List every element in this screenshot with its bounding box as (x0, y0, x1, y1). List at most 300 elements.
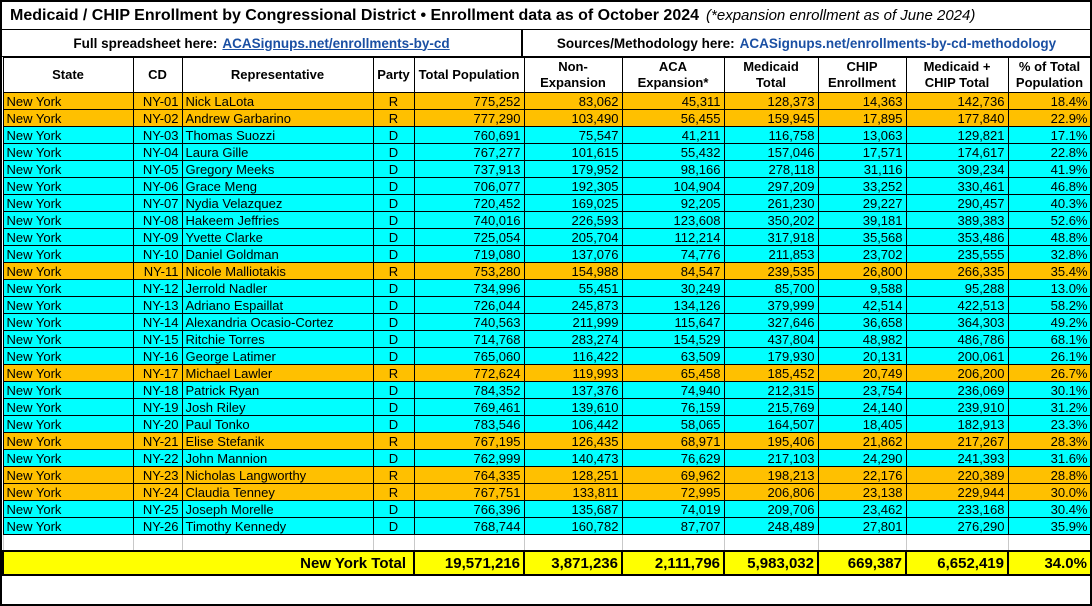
cell-aca-expansion: 76,629 (622, 450, 724, 467)
cell-aca-expansion: 92,205 (622, 195, 724, 212)
cell-chip-enrollment: 9,588 (818, 280, 906, 297)
cell-cd: NY-18 (133, 382, 182, 399)
cell-state: New York (3, 263, 133, 280)
cell-aca-expansion: 30,249 (622, 280, 724, 297)
total-medicaid: 5,983,032 (724, 551, 818, 575)
cell-chip-enrollment: 21,862 (818, 433, 906, 450)
table-row (3, 331, 1091, 348)
cell-state: New York (3, 314, 133, 331)
cell-cd: NY-22 (133, 450, 182, 467)
cell-chip-enrollment: 33,252 (818, 178, 906, 195)
cell-party: D (373, 450, 414, 467)
cell-medicaid-total: 164,507 (724, 416, 818, 433)
cell-medicaid-total: 211,853 (724, 246, 818, 263)
cell-representative: Michael Lawler (182, 365, 373, 382)
cell-pct-of-total: 52.6% (1008, 212, 1091, 229)
cell-state: New York (3, 246, 133, 263)
cell-state: New York (3, 382, 133, 399)
table-row (3, 280, 1091, 297)
cell-medicaid-total: 278,118 (724, 161, 818, 178)
cell-aca-expansion: 69,962 (622, 467, 724, 484)
cell-representative: Alexandria Ocasio-Cortez (182, 314, 373, 331)
cell-medicaid-chip-total: 177,840 (906, 110, 1008, 127)
cell-chip-enrollment: 42,514 (818, 297, 906, 314)
cell-chip-enrollment: 17,571 (818, 144, 906, 161)
cell-chip-enrollment: 17,895 (818, 110, 906, 127)
cell-chip-enrollment: 22,176 (818, 467, 906, 484)
total-row (3, 551, 1091, 575)
total-aca-expansion: 2,111,796 (622, 551, 724, 575)
table-row (3, 144, 1091, 161)
cell-total-population: 784,352 (414, 382, 524, 399)
cell-chip-enrollment: 24,290 (818, 450, 906, 467)
cell-medicaid-total: 379,999 (724, 297, 818, 314)
cell-cd: NY-03 (133, 127, 182, 144)
cell-party: R (373, 110, 414, 127)
methodology-link-cell (523, 30, 1090, 56)
cell-non-expansion: 139,610 (524, 399, 622, 416)
spreadsheet-link[interactable]: ACASignups.net/enrollments-by-cd (222, 35, 450, 51)
cell-pct-of-total: 32.8% (1008, 246, 1091, 263)
cell-cd: NY-10 (133, 246, 182, 263)
cell-cd: NY-21 (133, 433, 182, 450)
cell-total-population: 719,080 (414, 246, 524, 263)
cell-pct-of-total: 58.2% (1008, 297, 1091, 314)
cell-non-expansion: 226,593 (524, 212, 622, 229)
total-population-total: 19,571,216 (414, 551, 524, 575)
cell-medicaid-total: 297,209 (724, 178, 818, 195)
cell-chip-enrollment: 27,801 (818, 518, 906, 535)
cell-medicaid-chip-total: 290,457 (906, 195, 1008, 212)
col-header-non-expansion: Non-Expansion (524, 58, 622, 93)
cell-chip-enrollment: 23,754 (818, 382, 906, 399)
cell-party: R (373, 263, 414, 280)
cell-cd: NY-11 (133, 263, 182, 280)
cell-total-population: 737,913 (414, 161, 524, 178)
cell-medicaid-chip-total: 353,486 (906, 229, 1008, 246)
cell-representative: Yvette Clarke (182, 229, 373, 246)
cell-aca-expansion: 87,707 (622, 518, 724, 535)
cell-medicaid-chip-total: 266,335 (906, 263, 1008, 280)
cell-pct-of-total: 26.1% (1008, 348, 1091, 365)
cell-medicaid-chip-total: 330,461 (906, 178, 1008, 195)
cell-medicaid-total: 116,758 (724, 127, 818, 144)
cell-aca-expansion: 104,904 (622, 178, 724, 195)
table-row (3, 297, 1091, 314)
col-header-medicaid-total: Medicaid Total (724, 58, 818, 93)
cell-medicaid-chip-total: 486,786 (906, 331, 1008, 348)
cell-party: D (373, 382, 414, 399)
cell-cd: NY-16 (133, 348, 182, 365)
cell-medicaid-chip-total: 142,736 (906, 93, 1008, 110)
cell-state: New York (3, 467, 133, 484)
cell-medicaid-chip-total: 276,290 (906, 518, 1008, 535)
cell-cd: NY-26 (133, 518, 182, 535)
spreadsheet-link-cell (2, 30, 523, 56)
cell-non-expansion: 119,993 (524, 365, 622, 382)
cell-medicaid-chip-total: 364,303 (906, 314, 1008, 331)
col-header-cd: CD (133, 58, 182, 93)
cell-representative: Josh Riley (182, 399, 373, 416)
cell-party: D (373, 331, 414, 348)
cell-party: D (373, 280, 414, 297)
cell-total-population: 760,691 (414, 127, 524, 144)
cell-medicaid-total: 317,918 (724, 229, 818, 246)
cell-non-expansion: 283,274 (524, 331, 622, 348)
cell-representative: Nicole Malliotakis (182, 263, 373, 280)
cell-party: R (373, 365, 414, 382)
cell-chip-enrollment: 31,116 (818, 161, 906, 178)
table-body (3, 93, 1091, 535)
cell-pct-of-total: 68.1% (1008, 331, 1091, 348)
cell-aca-expansion: 74,019 (622, 501, 724, 518)
cell-cd: NY-25 (133, 501, 182, 518)
cell-total-population: 753,280 (414, 263, 524, 280)
cell-total-population: 772,624 (414, 365, 524, 382)
cell-pct-of-total: 48.8% (1008, 229, 1091, 246)
cell-aca-expansion: 68,971 (622, 433, 724, 450)
cell-aca-expansion: 123,608 (622, 212, 724, 229)
cell-non-expansion: 169,025 (524, 195, 622, 212)
cell-total-population: 740,016 (414, 212, 524, 229)
cell-medicaid-total: 437,804 (724, 331, 818, 348)
cell-chip-enrollment: 18,405 (818, 416, 906, 433)
cell-cd: NY-13 (133, 297, 182, 314)
cell-representative: George Latimer (182, 348, 373, 365)
cell-pct-of-total: 23.3% (1008, 416, 1091, 433)
cell-chip-enrollment: 20,131 (818, 348, 906, 365)
cell-non-expansion: 179,952 (524, 161, 622, 178)
cell-non-expansion: 154,988 (524, 263, 622, 280)
cell-aca-expansion: 98,166 (622, 161, 724, 178)
cell-party: R (373, 467, 414, 484)
cell-total-population: 720,452 (414, 195, 524, 212)
cell-medicaid-total: 159,945 (724, 110, 818, 127)
total-medicaid-chip: 6,652,419 (906, 551, 1008, 575)
cell-medicaid-total: 157,046 (724, 144, 818, 161)
cell-medicaid-total: 248,489 (724, 518, 818, 535)
cell-cd: NY-07 (133, 195, 182, 212)
cell-medicaid-chip-total: 309,234 (906, 161, 1008, 178)
cell-medicaid-total: 217,103 (724, 450, 818, 467)
cell-medicaid-total: 350,202 (724, 212, 818, 229)
cell-non-expansion: 126,435 (524, 433, 622, 450)
cell-non-expansion: 101,615 (524, 144, 622, 161)
cell-pct-of-total: 35.4% (1008, 263, 1091, 280)
cell-aca-expansion: 65,458 (622, 365, 724, 382)
cell-non-expansion: 137,376 (524, 382, 622, 399)
table-row (3, 518, 1091, 535)
cell-pct-of-total: 28.8% (1008, 467, 1091, 484)
cell-aca-expansion: 74,776 (622, 246, 724, 263)
cell-state: New York (3, 297, 133, 314)
cell-medicaid-chip-total: 217,267 (906, 433, 1008, 450)
col-header-medicaid-chip-total: Medicaid + CHIP Total (906, 58, 1008, 93)
cell-representative: Nydia Velazquez (182, 195, 373, 212)
cell-representative: Andrew Garbarino (182, 110, 373, 127)
cell-party: D (373, 297, 414, 314)
cell-total-population: 775,252 (414, 93, 524, 110)
cell-medicaid-total: 85,700 (724, 280, 818, 297)
cell-pct-of-total: 30.4% (1008, 501, 1091, 518)
col-header-pct-of-total: % of Total Population (1008, 58, 1091, 93)
cell-aca-expansion: 112,214 (622, 229, 724, 246)
table-row (3, 195, 1091, 212)
cell-medicaid-chip-total: 95,288 (906, 280, 1008, 297)
cell-medicaid-chip-total: 200,061 (906, 348, 1008, 365)
cell-representative: Elise Stefanik (182, 433, 373, 450)
methodology-link-label: Sources/Methodology here: (556, 35, 735, 51)
cell-non-expansion: 133,811 (524, 484, 622, 501)
cell-total-population: 768,744 (414, 518, 524, 535)
table-row (3, 110, 1091, 127)
table-row (3, 416, 1091, 433)
cell-representative: Laura Gille (182, 144, 373, 161)
cell-total-population: 762,999 (414, 450, 524, 467)
cell-party: R (373, 433, 414, 450)
cell-pct-of-total: 18.4% (1008, 93, 1091, 110)
cell-medicaid-chip-total: 182,913 (906, 416, 1008, 433)
cell-representative: Jerrold Nadler (182, 280, 373, 297)
cell-state: New York (3, 178, 133, 195)
cell-state: New York (3, 110, 133, 127)
cell-total-population: 767,751 (414, 484, 524, 501)
col-header-representative: Representative (182, 58, 373, 93)
cell-state: New York (3, 195, 133, 212)
cell-non-expansion: 211,999 (524, 314, 622, 331)
cell-representative: Joseph Morelle (182, 501, 373, 518)
cell-representative: Nick LaLota (182, 93, 373, 110)
cell-total-population: 734,996 (414, 280, 524, 297)
cell-pct-of-total: 46.8% (1008, 178, 1091, 195)
cell-state: New York (3, 144, 133, 161)
cell-party: R (373, 93, 414, 110)
cell-chip-enrollment: 20,749 (818, 365, 906, 382)
cell-representative: Ritchie Torres (182, 331, 373, 348)
cell-chip-enrollment: 24,140 (818, 399, 906, 416)
cell-party: D (373, 314, 414, 331)
table-row (3, 467, 1091, 484)
cell-party: D (373, 246, 414, 263)
cell-party: D (373, 518, 414, 535)
cell-cd: NY-05 (133, 161, 182, 178)
cell-pct-of-total: 41.9% (1008, 161, 1091, 178)
cell-representative: Timothy Kennedy (182, 518, 373, 535)
methodology-link[interactable]: ACASignups.net/enrollments-by-cd-methodology (739, 35, 1057, 51)
cell-chip-enrollment: 36,658 (818, 314, 906, 331)
cell-total-population: 777,290 (414, 110, 524, 127)
cell-medicaid-chip-total: 235,555 (906, 246, 1008, 263)
cell-state: New York (3, 229, 133, 246)
cell-state: New York (3, 484, 133, 501)
cell-medicaid-chip-total: 236,069 (906, 382, 1008, 399)
header-row (3, 58, 1091, 93)
cell-representative: Claudia Tenney (182, 484, 373, 501)
cell-medicaid-chip-total: 239,910 (906, 399, 1008, 416)
cell-pct-of-total: 26.7% (1008, 365, 1091, 382)
table-row (3, 161, 1091, 178)
cell-pct-of-total: 31.6% (1008, 450, 1091, 467)
cell-party: D (373, 229, 414, 246)
cell-aca-expansion: 56,455 (622, 110, 724, 127)
cell-party: D (373, 501, 414, 518)
cell-medicaid-total: 215,769 (724, 399, 818, 416)
cell-aca-expansion: 58,065 (622, 416, 724, 433)
enrollment-table (2, 57, 1092, 576)
cell-non-expansion: 135,687 (524, 501, 622, 518)
table-row (3, 246, 1091, 263)
cell-chip-enrollment: 29,227 (818, 195, 906, 212)
cell-cd: NY-12 (133, 280, 182, 297)
cell-chip-enrollment: 23,702 (818, 246, 906, 263)
table-row (3, 212, 1091, 229)
table-row (3, 263, 1091, 280)
cell-total-population: 740,563 (414, 314, 524, 331)
table-row (3, 365, 1091, 382)
cell-medicaid-total: 212,315 (724, 382, 818, 399)
cell-cd: NY-14 (133, 314, 182, 331)
spacer-row (3, 535, 1091, 552)
cell-party: R (373, 484, 414, 501)
links-bar (2, 30, 1090, 57)
cell-aca-expansion: 55,432 (622, 144, 724, 161)
cell-cd: NY-09 (133, 229, 182, 246)
title-bar (2, 2, 1090, 30)
cell-party: D (373, 161, 414, 178)
table-row (3, 178, 1091, 195)
cell-cd: NY-04 (133, 144, 182, 161)
table-row (3, 450, 1091, 467)
cell-representative: Nicholas Langworthy (182, 467, 373, 484)
cell-non-expansion: 140,473 (524, 450, 622, 467)
cell-aca-expansion: 63,509 (622, 348, 724, 365)
cell-representative: Hakeem Jeffries (182, 212, 373, 229)
cell-representative: Paul Tonko (182, 416, 373, 433)
cell-aca-expansion: 154,529 (622, 331, 724, 348)
cell-state: New York (3, 348, 133, 365)
table-row (3, 382, 1091, 399)
cell-medicaid-chip-total: 233,168 (906, 501, 1008, 518)
cell-chip-enrollment: 48,982 (818, 331, 906, 348)
cell-total-population: 764,335 (414, 467, 524, 484)
cell-aca-expansion: 74,940 (622, 382, 724, 399)
cell-non-expansion: 116,422 (524, 348, 622, 365)
cell-non-expansion: 55,451 (524, 280, 622, 297)
cell-cd: NY-02 (133, 110, 182, 127)
cell-cd: NY-20 (133, 416, 182, 433)
cell-medicaid-total: 195,406 (724, 433, 818, 450)
cell-medicaid-chip-total: 422,513 (906, 297, 1008, 314)
cell-party: D (373, 212, 414, 229)
cell-chip-enrollment: 35,568 (818, 229, 906, 246)
cell-pct-of-total: 22.9% (1008, 110, 1091, 127)
cell-state: New York (3, 212, 133, 229)
cell-pct-of-total: 31.2% (1008, 399, 1091, 416)
cell-pct-of-total: 28.3% (1008, 433, 1091, 450)
cell-state: New York (3, 365, 133, 382)
table-row (3, 93, 1091, 110)
cell-pct-of-total: 49.2% (1008, 314, 1091, 331)
cell-medicaid-total: 206,806 (724, 484, 818, 501)
col-header-chip-enrollment: CHIP Enrollment (818, 58, 906, 93)
cell-party: D (373, 348, 414, 365)
cell-medicaid-total: 209,706 (724, 501, 818, 518)
cell-state: New York (3, 93, 133, 110)
cell-total-population: 783,546 (414, 416, 524, 433)
cell-representative: Thomas Suozzi (182, 127, 373, 144)
table-row (3, 127, 1091, 144)
cell-non-expansion: 83,062 (524, 93, 622, 110)
cell-pct-of-total: 35.9% (1008, 518, 1091, 535)
table-row (3, 399, 1091, 416)
cell-medicaid-total: 179,930 (724, 348, 818, 365)
cell-non-expansion: 137,076 (524, 246, 622, 263)
total-row-label: New York Total (3, 551, 414, 575)
cell-non-expansion: 160,782 (524, 518, 622, 535)
cell-medicaid-total: 261,230 (724, 195, 818, 212)
cell-total-population: 714,768 (414, 331, 524, 348)
cell-aca-expansion: 134,126 (622, 297, 724, 314)
spreadsheet-link-label: Full spreadsheet here: (73, 35, 218, 51)
cell-state: New York (3, 331, 133, 348)
cell-pct-of-total: 13.0% (1008, 280, 1091, 297)
cell-state: New York (3, 518, 133, 535)
cell-non-expansion: 205,704 (524, 229, 622, 246)
cell-party: D (373, 399, 414, 416)
cell-cd: NY-19 (133, 399, 182, 416)
cell-representative: Adriano Espaillat (182, 297, 373, 314)
table-row (3, 348, 1091, 365)
cell-total-population: 769,461 (414, 399, 524, 416)
col-header-total-population: Total Population (414, 58, 524, 93)
cell-party: D (373, 127, 414, 144)
table-row (3, 433, 1091, 450)
cell-party: D (373, 416, 414, 433)
cell-chip-enrollment: 23,462 (818, 501, 906, 518)
cell-medicaid-total: 327,646 (724, 314, 818, 331)
cell-state: New York (3, 127, 133, 144)
total-pct: 34.0% (1008, 551, 1091, 575)
cell-state: New York (3, 501, 133, 518)
cell-total-population: 765,060 (414, 348, 524, 365)
col-header-aca-expansion: ACA Expansion* (622, 58, 724, 93)
cell-medicaid-chip-total: 206,200 (906, 365, 1008, 382)
cell-non-expansion: 106,442 (524, 416, 622, 433)
cell-total-population: 767,195 (414, 433, 524, 450)
cell-chip-enrollment: 13,063 (818, 127, 906, 144)
cell-aca-expansion: 41,211 (622, 127, 724, 144)
cell-medicaid-chip-total: 220,389 (906, 467, 1008, 484)
cell-medicaid-chip-total: 241,393 (906, 450, 1008, 467)
cell-pct-of-total: 17.1% (1008, 127, 1091, 144)
cell-medicaid-total: 239,535 (724, 263, 818, 280)
cell-cd: NY-24 (133, 484, 182, 501)
cell-pct-of-total: 40.3% (1008, 195, 1091, 212)
cell-chip-enrollment: 26,800 (818, 263, 906, 280)
cell-total-population: 706,077 (414, 178, 524, 195)
table-row (3, 484, 1091, 501)
cell-party: D (373, 195, 414, 212)
col-header-party: Party (373, 58, 414, 93)
cell-pct-of-total: 30.1% (1008, 382, 1091, 399)
table-row (3, 501, 1091, 518)
cell-representative: John Mannion (182, 450, 373, 467)
cell-medicaid-chip-total: 129,821 (906, 127, 1008, 144)
cell-cd: NY-08 (133, 212, 182, 229)
total-non-expansion: 3,871,236 (524, 551, 622, 575)
cell-cd: NY-15 (133, 331, 182, 348)
cell-aca-expansion: 84,547 (622, 263, 724, 280)
